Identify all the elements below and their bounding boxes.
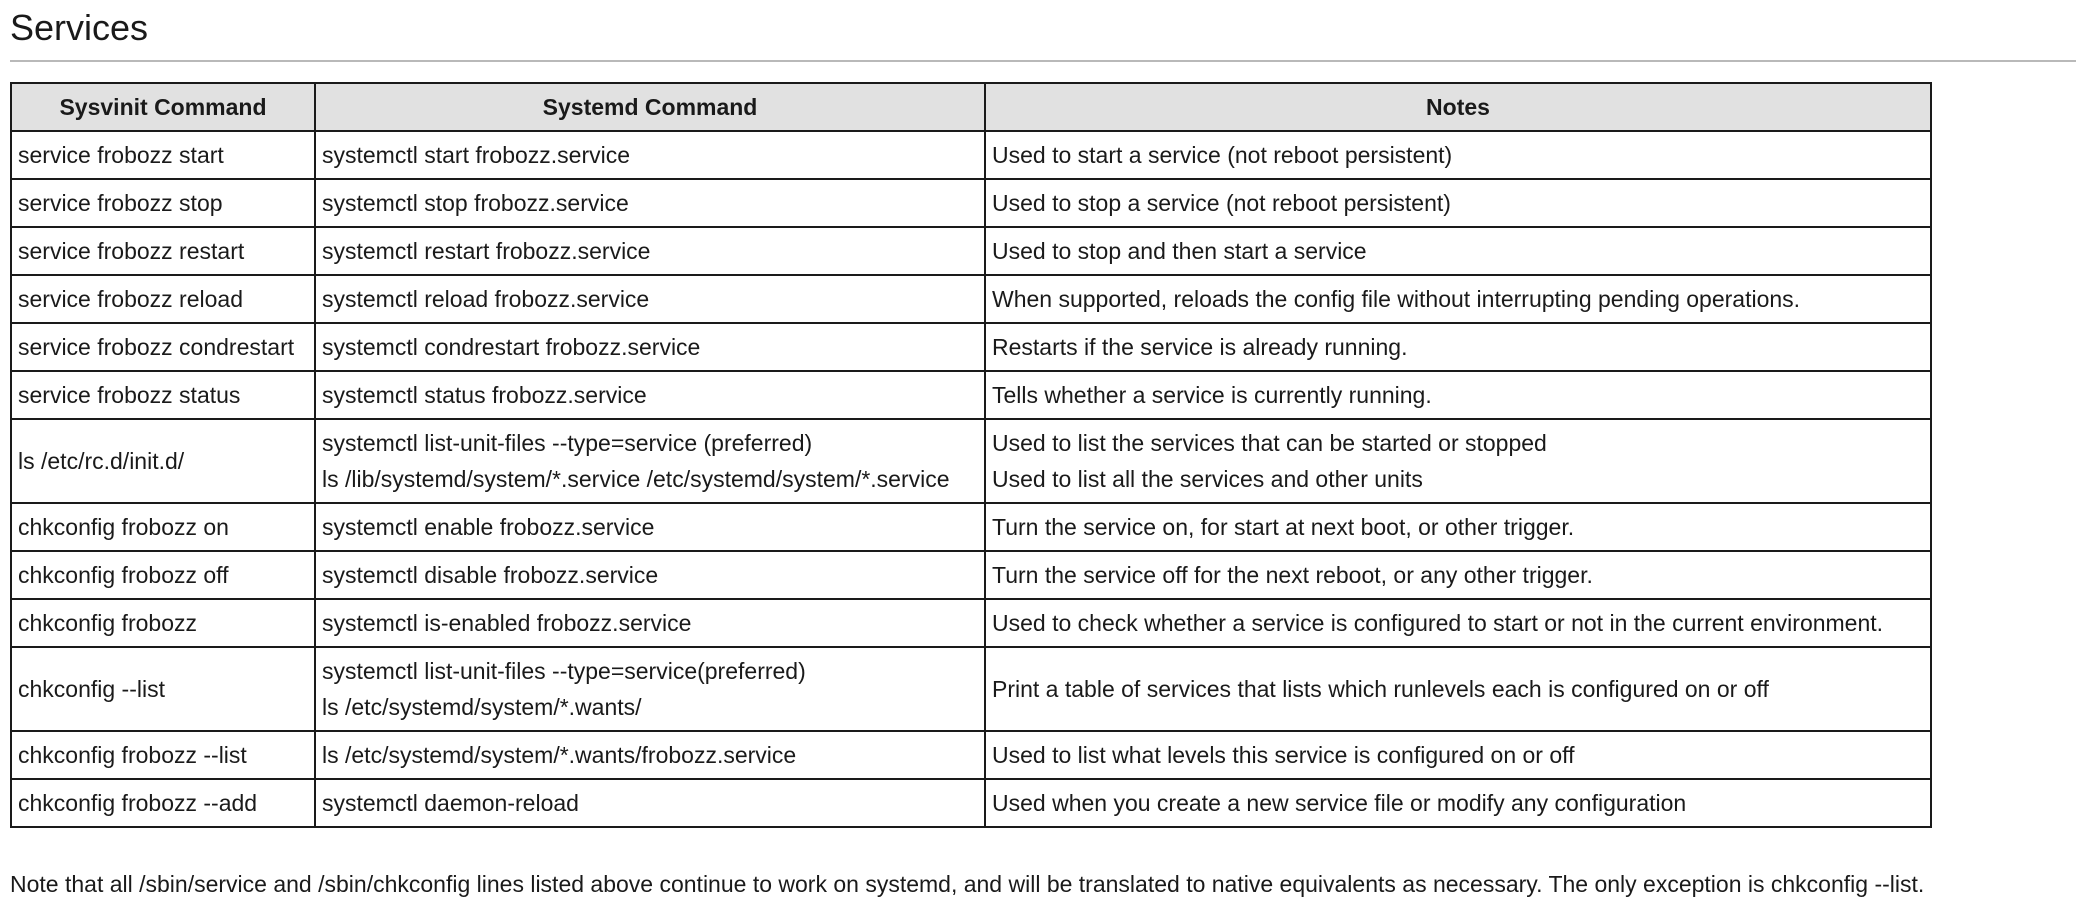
- notes-line: Used to stop and then start a service: [992, 238, 1367, 264]
- cell-sysvinit-command: service frobozz start: [11, 131, 315, 179]
- table-row: [11, 503, 1931, 551]
- notes-line: When supported, reloads the config file without interrupting pending operations.: [992, 286, 1801, 312]
- cell-systemd-command: [315, 647, 985, 731]
- cell-sysvinit-command: service frobozz status: [11, 371, 315, 419]
- systemd-command-line: systemctl status frobozz.service: [322, 382, 647, 408]
- table-row: [11, 371, 1931, 419]
- cell-notes: [985, 419, 1931, 503]
- table-row: [11, 419, 1931, 503]
- notes-line: Used when you create a new service file or modify any configuration: [992, 790, 1687, 816]
- cell-sysvinit-command: service frobozz condrestart: [11, 323, 315, 371]
- notes-line: Turn the service on, for start at next boot, or other trigger.: [992, 514, 1575, 540]
- cell-sysvinit-command: ls /etc/rc.d/init.d/: [11, 419, 315, 503]
- notes-line: Used to check whether a service is configured to start or not in the current environment.: [992, 610, 1884, 636]
- table-row: [11, 551, 1931, 599]
- cell-notes: [985, 599, 1931, 647]
- notes-line: Print a table of services that lists which runlevels each is configured on or off: [992, 676, 1769, 702]
- cell-systemd-command: [315, 419, 985, 503]
- table-row: [11, 731, 1931, 779]
- page-title: Services: [10, 7, 149, 48]
- cell-sysvinit-command: service frobozz reload: [11, 275, 315, 323]
- header-sysvinit-command: Sysvinit Command: [11, 83, 315, 131]
- table-header-row: [11, 83, 1931, 131]
- cell-sysvinit-command: service frobozz restart: [11, 227, 315, 275]
- cell-sysvinit-command: chkconfig frobozz --add: [11, 779, 315, 827]
- notes-line: Restarts if the service is already running.: [992, 334, 1408, 360]
- cell-sysvinit-command: chkconfig frobozz: [11, 599, 315, 647]
- cell-notes: [985, 371, 1931, 419]
- cell-systemd-command: [315, 131, 985, 179]
- cell-sysvinit-command: service frobozz stop: [11, 179, 315, 227]
- cell-sysvinit-command: chkconfig --list: [11, 647, 315, 731]
- table-body: [11, 131, 1931, 827]
- table-row: [11, 179, 1931, 227]
- systemd-command-line: systemctl reload frobozz.service: [322, 286, 650, 312]
- cell-notes: [985, 275, 1931, 323]
- cell-systemd-command: [315, 227, 985, 275]
- systemd-command-line: systemctl restart frobozz.service: [322, 238, 651, 264]
- systemd-command-line: systemctl is-enabled frobozz.service: [322, 610, 692, 636]
- cell-notes: [985, 227, 1931, 275]
- cell-notes: [985, 647, 1931, 731]
- notes-line: Used to list the services that can be started or stopped: [992, 430, 1547, 456]
- notes-line: Used to stop a service (not reboot persistent): [992, 190, 1451, 216]
- footnote: Note that all /sbin/service and /sbin/chkconfig lines listed above continue to work on systemd, and will be translated to native equivalents as necessary. The only exception is chkconfig --list.: [10, 871, 1925, 897]
- systemd-command-line: ls /lib/systemd/system/*.service /etc/systemd/system/*.service: [322, 466, 950, 492]
- header-systemd-command: Systemd Command: [315, 83, 985, 131]
- cell-systemd-command: [315, 731, 985, 779]
- cell-systemd-command: [315, 779, 985, 827]
- services-table: [10, 82, 1932, 828]
- table-row: [11, 599, 1931, 647]
- table-row: [11, 227, 1931, 275]
- cell-notes: [985, 179, 1931, 227]
- systemd-command-line: systemctl disable frobozz.service: [322, 562, 659, 588]
- systemd-command-line: systemctl list-unit-files --type=service(preferred): [322, 658, 806, 684]
- notes-line: Turn the service off for the next reboot, or any other trigger.: [992, 562, 1593, 588]
- cell-notes: [985, 323, 1931, 371]
- header-notes: Notes: [985, 83, 1931, 131]
- cell-systemd-command: [315, 371, 985, 419]
- systemd-command-line: systemctl stop frobozz.service: [322, 190, 629, 216]
- cell-sysvinit-command: chkconfig frobozz on: [11, 503, 315, 551]
- systemd-command-line: systemctl daemon-reload: [322, 790, 579, 816]
- cell-systemd-command: [315, 179, 985, 227]
- cell-notes: [985, 779, 1931, 827]
- systemd-command-line: systemctl condrestart frobozz.service: [322, 334, 701, 360]
- cell-sysvinit-command: chkconfig frobozz --list: [11, 731, 315, 779]
- systemd-command-line: systemctl list-unit-files --type=service (preferred): [322, 430, 813, 456]
- table-row: [11, 323, 1931, 371]
- systemd-command-line: ls /etc/systemd/system/*.wants/frobozz.service: [322, 742, 797, 768]
- cell-systemd-command: [315, 323, 985, 371]
- notes-line: Used to list what levels this service is configured on or off: [992, 742, 1575, 768]
- systemd-command-line: systemctl enable frobozz.service: [322, 514, 655, 540]
- cell-systemd-command: [315, 503, 985, 551]
- cell-sysvinit-command: chkconfig frobozz off: [11, 551, 315, 599]
- cell-systemd-command: [315, 551, 985, 599]
- cell-systemd-command: [315, 599, 985, 647]
- cell-notes: [985, 731, 1931, 779]
- notes-line: Tells whether a service is currently running.: [992, 382, 1432, 408]
- table-row: [11, 647, 1931, 731]
- table-row: [11, 131, 1931, 179]
- table-row: [11, 779, 1931, 827]
- notes-line: Used to start a service (not reboot persistent): [992, 142, 1453, 168]
- cell-systemd-command: [315, 275, 985, 323]
- table-row: [11, 275, 1931, 323]
- cell-notes: [985, 503, 1931, 551]
- title-divider: [10, 60, 2076, 62]
- systemd-command-line: ls /etc/systemd/system/*.wants/: [322, 694, 642, 720]
- notes-line: Used to list all the services and other units: [992, 466, 1423, 492]
- systemd-command-line: systemctl start frobozz.service: [322, 142, 631, 168]
- cell-notes: [985, 131, 1931, 179]
- cell-notes: [985, 551, 1931, 599]
